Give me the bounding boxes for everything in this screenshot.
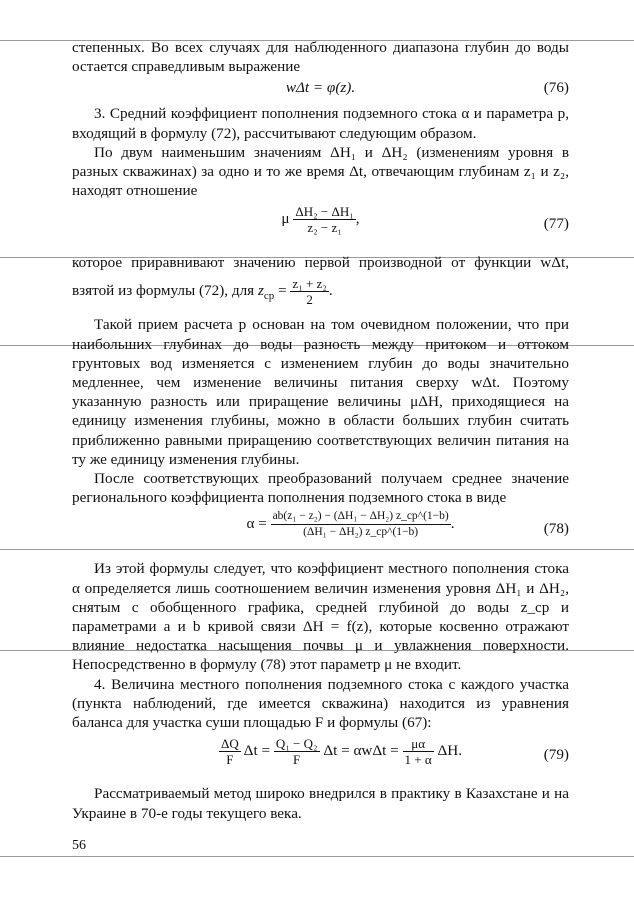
period: . [328,282,333,300]
fraction [271,509,451,540]
denominator: z₂ − z₁ [307,220,342,236]
fraction [293,204,355,235]
equation-number: (79) [543,746,569,764]
fraction [219,736,241,767]
equation-76 [72,78,569,100]
equation-prefix: α = [246,515,267,533]
numerator: ab(z₁ − z₂) − (ΔH₁ − ΔH₂) z_ср^(1−b) [271,509,451,525]
equation-expression: wΔt = φ(z). [285,79,356,97]
paragraph: 4. Величина местного пополнения подземного стока с каждого участка (пункта наблюдений, где имеется скважина) находится из уравнения баланса для участка суши площадью F и формулы (67): [72,675,569,732]
denominator: (ΔH₁ − ΔH₂) z_ср^(1−b) [303,526,419,539]
equation-79 [72,736,569,776]
equation-number: (77) [543,215,569,233]
paragraph: После соответствующих преобразований получаем среднее значение регионального коэффициента пополнения подземного стока в виде [72,470,569,507]
paragraph: По двум наименьшим значениям ΔH₁ и ΔH₂ (изменениям уровня в разных скважинах) за одно и то же время Δt, отвечающим глубинам z₁ и z₂, находят отношение [72,143,569,200]
equation-prefix: μ [281,210,290,228]
fraction [274,736,320,767]
page-number: 56 [72,838,86,853]
scan-line [0,856,634,857]
equation-77 [72,204,569,244]
paragraph: 3. Средний коэффициент пополнения подземного стока α и параметра p, входящий в формулу (72), рассчитывают следующим образом. [72,105,569,142]
page-body [72,38,569,823]
paragraph: степенных. Во всех случаях для наблюденного диапазона глубин до воды остается справедливым выражение [72,39,569,76]
numerator: ΔH₂ − ΔH₁ [295,204,354,220]
equation-number: (78) [543,520,569,538]
paragraph [72,250,569,309]
z-avg-sub: ср [263,290,275,303]
fraction [290,276,328,307]
fraction [403,736,434,767]
denominator: 2 [306,292,313,308]
equation-suffix: . [450,515,455,533]
equation-suffix: , [355,210,360,228]
equation-number: (76) [543,79,569,97]
z-avg-lhs: z [257,282,264,300]
equation-78 [72,509,569,551]
denominator: F [293,752,301,768]
equals: = [274,282,291,300]
paragraph: Рассматриваемый метод широко внедрился в практику в Казахстане и на Украине в 70-е годы текущего века. [72,785,569,822]
equation-text: Δt = [243,742,271,760]
equation-text: ΔH. [437,742,463,760]
paragraph-text: которое приравнивают значению первой производной от функции wΔt, взятой из формулы (72), для [72,254,569,300]
numerator: Q₁ − Q₂ [275,736,318,752]
numerator: μα [403,736,434,752]
denominator: 1 + α [404,752,432,768]
numerator: ΔQ [220,736,239,752]
denominator: F [226,752,234,768]
equation-text: Δt = αwΔt = [323,742,399,760]
paragraph: Из этой формулы следует, что коэффициент местного пополнения стока α определяется лишь соотношением величин изменения уровня ΔH₁ и ΔH₂, снятым с обобщенного графика, средней глубиной до воды z_ср и параметрами a и b кривой связи ΔH = f(z), которые косвенно отражают влияние недостатка насыщения почвы μ и увлажнения поверхности. Непосредственно в формулу (78) этот параметр μ не входит. [72,560,569,674]
numerator: z₁ + z₂ [292,276,327,292]
paragraph: Такой прием расчета p основан на том очевидном положении, что при наибольших глубинах до воды разность между притоком и оттоком грунтовых вод изменяется с изменением глубин до воды значительно медленнее, чем изменение величины питания сверху wΔt. Поэтому указанную разность или приращение величины μΔH, приходящиеся на единицу изменения глубины, можно в области больших глубин считать приближенно равными приращению соответствующих величин питания на ту же единицу изменения глубины. [72,316,569,468]
